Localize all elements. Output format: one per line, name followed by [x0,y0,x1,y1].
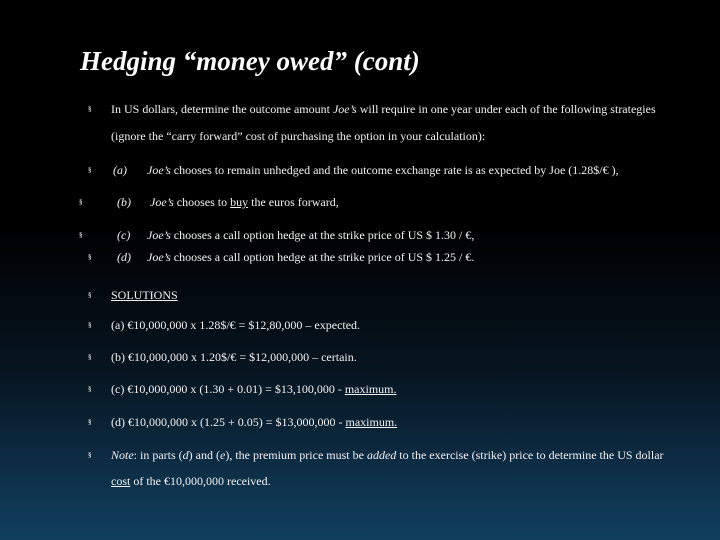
note-cost: cost [111,474,131,488]
bullet-icon: § [88,321,92,329]
strategy-c-joe: Joe’s [147,228,171,242]
note-text: to the exercise (strike) price to determine the US dollar [396,448,664,462]
strategy-b-label: (b) [117,195,131,209]
strategy-c-text [147,228,474,243]
strategy-d-text [147,250,474,265]
strategy-c-label: (c) [117,228,131,242]
note-line-1 [111,448,664,463]
note-part-d: d [182,448,189,462]
solution-c-maximum: maximum. [344,382,397,396]
note-text: ) and ( [188,448,220,462]
bullet-icon: § [88,291,92,299]
strategy-d-joe: Joe’s [147,250,171,264]
bullet-icon: § [88,353,92,361]
intro-line-2: (ignore the “carry forward” cost of purchasing the option in your calculation): [111,129,486,143]
strategy-d-label: (d) [117,250,131,264]
solution-c-text: (c) €10,000,000 x (1.30 + 0.01) = $13,100,000 - [111,382,345,396]
strategy-d-body: chooses a call option hedge at the strike price of US $ 1.25 / €. [170,250,475,264]
note-text: ), the premium price must be [225,448,367,462]
slide-title: Hedging “money owed” (cont) [80,46,420,76]
solution-d [111,415,397,430]
strategy-a-text [147,163,619,178]
bullet-icon: § [79,198,83,206]
note-label: Note [111,448,134,462]
solution-a: (a) €10,000,000 x 1.28$/€ = $12,80,000 – expected. [111,318,361,332]
bullet-icon: § [88,385,92,393]
strategy-a-label: (a) [113,163,127,177]
strategy-b-body-b: the euros forward, [248,195,339,209]
strategy-a-joe: Joe’s [147,163,171,177]
solution-d-maximum: maximum. [345,415,398,429]
bullet-icon: § [88,418,92,426]
solution-b: (b) €10,000,000 x 1.20$/€ = $12,000,000 – certain. [111,350,357,364]
intro-line-1 [111,102,656,117]
intro-text-a: In US dollars, determine the outcome amount [111,102,333,116]
strategy-b-body-a: chooses to [173,195,231,209]
solution-c [111,382,397,397]
solution-d-text: (d) €10,000,000 x (1.25 + 0.05) = $13,000,000 - [111,415,346,429]
bullet-icon: § [88,166,92,174]
intro-text-b: will require in one year under each of the following strategies [356,102,656,116]
note-line-2 [111,474,271,489]
strategy-a-body: chooses to remain unhedged and the outcome exchange rate is as expected by Joe (1.28$/€ ), [170,163,619,177]
bullet-icon: § [88,451,92,459]
bullet-icon: § [88,105,92,113]
bullet-icon: § [88,253,92,261]
note-text: of the €10,000,000 received. [130,474,271,488]
strategy-b-joe: Joe’s [150,195,174,209]
strategy-b-text [150,195,339,210]
strategy-c-body: chooses a call option hedge at the strike price of US $ 1.30 / €, [170,228,475,242]
bullet-icon: § [79,231,83,239]
intro-joe: Joe’s [332,102,357,116]
strategy-b-buy: buy [230,195,249,209]
solutions-heading: SOLUTIONS [111,288,178,302]
note-part-e: e [220,448,226,462]
note-text: : in parts ( [133,448,183,462]
note-added: added [366,448,397,462]
